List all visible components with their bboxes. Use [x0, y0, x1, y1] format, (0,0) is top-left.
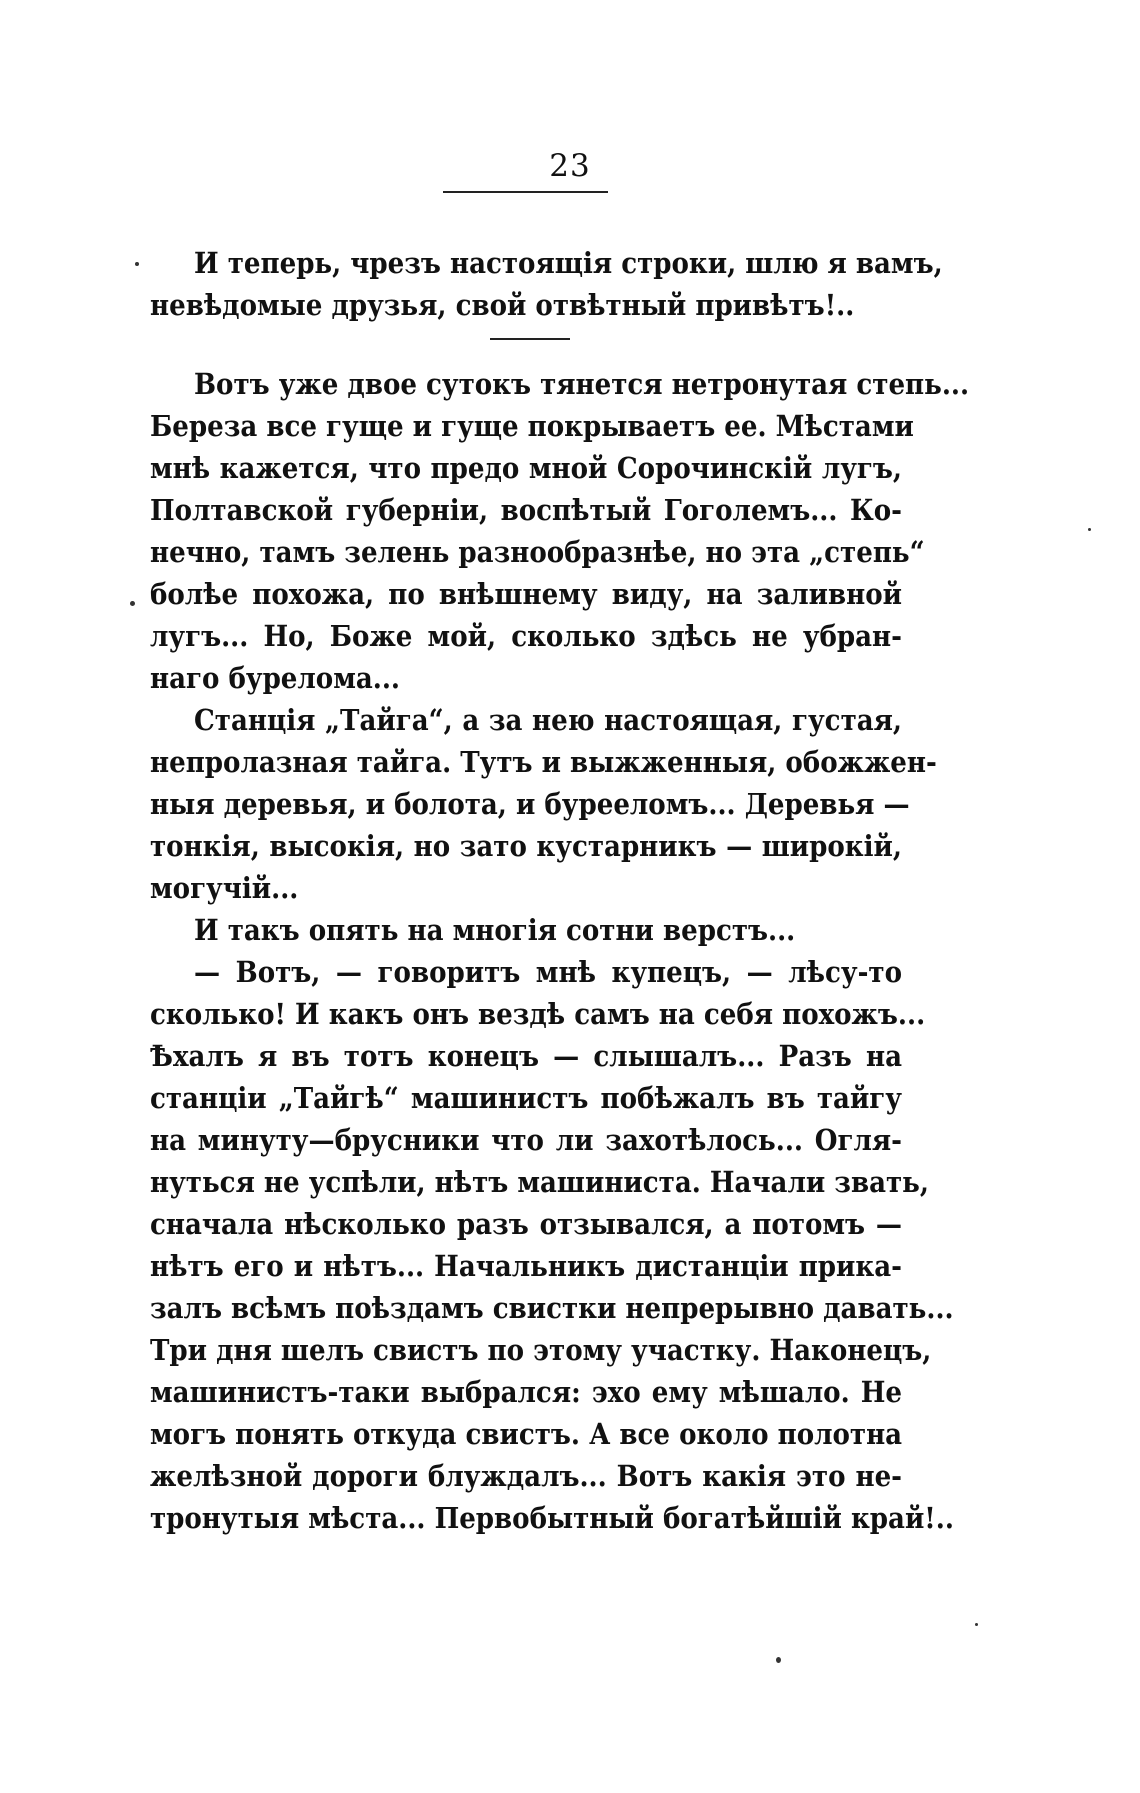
text-line: Полтавской губерніи, воспѣтый Гоголемъ... Ко- [150, 493, 902, 527]
section-separator [490, 338, 570, 340]
text-line: ныя деревья, и болота, и бурееломъ... Деревья — [150, 787, 910, 821]
text-line: станціи „Тайгѣ“ машинистъ побѣжалъ въ тайгу [150, 1081, 902, 1115]
paragraph-merchant [150, 951, 954, 1539]
text-line: лугъ... Но, Боже мой, сколько здѣсь не убран- [150, 619, 902, 653]
text-line: залъ всѣмъ поѣздамъ свистки непрерывно давать... [150, 1291, 954, 1325]
header-rule [443, 191, 608, 193]
text-line: Три дня шелъ свистъ по этому участку. Наконецъ, [150, 1333, 932, 1367]
paragraph-taiga [150, 699, 937, 909]
text-line: желѣзной дороги блуждалъ... Вотъ какія это не- [150, 1459, 902, 1493]
text-line: сначала нѣсколько разъ отзывался, а потомъ — [150, 1207, 902, 1241]
print-speck [1088, 528, 1091, 531]
text-line: болѣе похожа, по внѣшнему виду, на заливной [150, 577, 902, 611]
text-line: нѣтъ его и нѣтъ... Начальникъ дистанціи прика- [150, 1249, 902, 1283]
intro-paragraph [150, 242, 943, 326]
text-line: машинистъ-таки выбрался: эхо ему мѣшало. Не [150, 1375, 902, 1409]
text-line: мнѣ кажется, что предо мной Сорочинскій лугъ, [150, 451, 902, 485]
text-line: нечно, тамъ зелень разнообразнѣе, но эта „степь“ [150, 535, 925, 569]
text-line: — Вотъ, — говоритъ мнѣ купецъ, — лѣсу-то [194, 955, 902, 989]
text-line: Ѣхалъ я въ тотъ конецъ — слышалъ... Разъ на [150, 1039, 902, 1073]
text-line: тонкія, высокія, но зато кустарникъ — широкій, [150, 829, 902, 863]
text-line: И такъ опять на многія сотни верстъ... [194, 913, 796, 947]
text-line: И теперь, чрезъ настоящія строки, шлю я вамъ, [194, 246, 943, 280]
page-number: 23 [549, 148, 591, 184]
print-speck [130, 601, 135, 606]
text-line: могучій... [150, 871, 299, 905]
text-line: сколько! И какъ онъ вездѣ самъ на себя похожъ... [150, 997, 926, 1031]
paragraph-steppe [150, 363, 970, 699]
text-line: нуться не успѣли, нѣтъ машиниста. Начали звать, [150, 1165, 929, 1199]
print-speck [135, 262, 139, 266]
text-line: Станція „Тайга“, а за нею настоящая, густая, [194, 703, 902, 737]
text-line: непролазная тайга. Тутъ и выжженныя, обожжен- [150, 745, 937, 779]
main-text [150, 363, 970, 1539]
text-line: Береза все гуще и гуще покрываетъ ее. Мѣстами [150, 409, 914, 443]
print-speck [776, 1657, 781, 1663]
print-speck [975, 1623, 978, 1626]
text-line: невѣдомые друзья, свой отвѣтный привѣтъ!.. [150, 288, 855, 322]
paragraph-versts [150, 909, 902, 951]
text-line: тронутыя мѣста... Первобытный богатѣйшій край!.. [150, 1501, 954, 1535]
text-line: могъ понять откуда свистъ. А все около полотна [150, 1417, 903, 1451]
text-line: на минуту—брусники что ли захотѣлось... Огля- [150, 1123, 902, 1157]
text-line: наго бурелома... [150, 661, 401, 695]
text-line: Вотъ уже двое сутокъ тянется нетронутая степь... [194, 367, 970, 401]
